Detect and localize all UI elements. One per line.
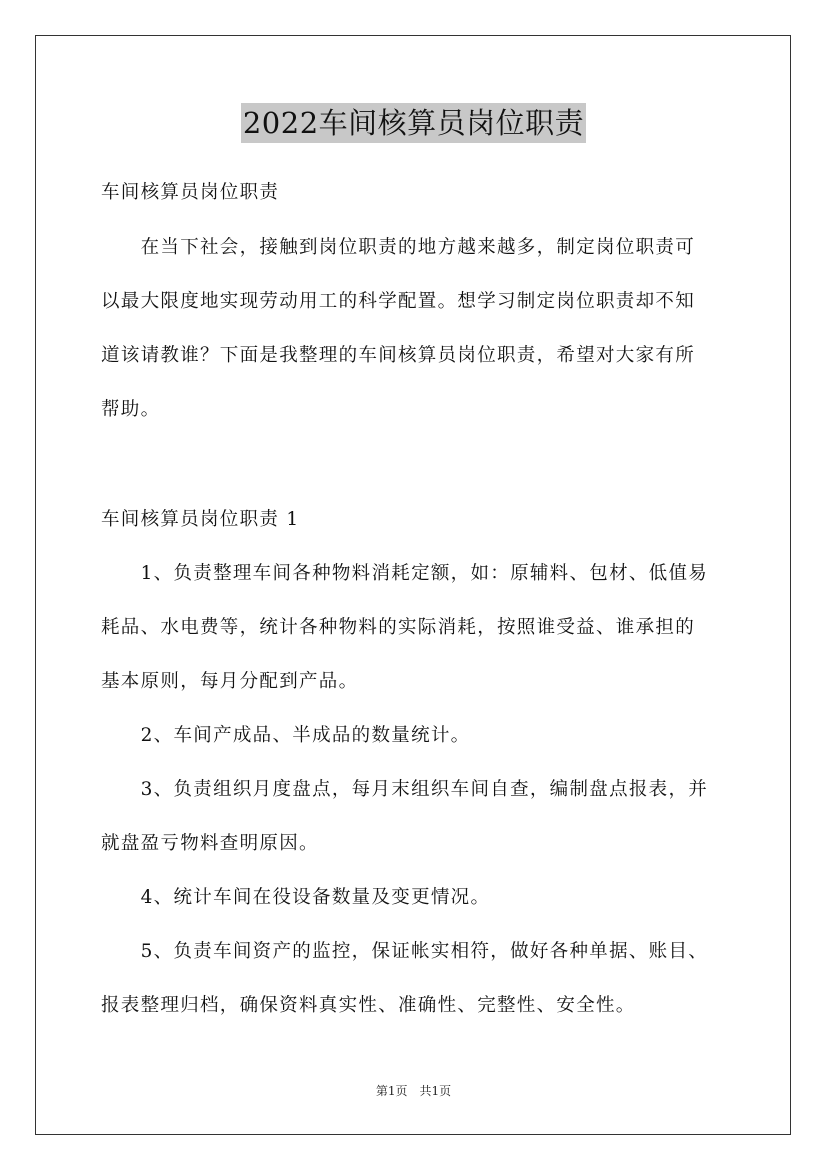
section-line: 就盘盈亏物料查明原因。 (101, 833, 319, 854)
section-line: 1、负责整理车间各种物料消耗定额，如：原辅料、包材、低值易 (101, 563, 709, 584)
intro-line: 在当下社会，接触到岗位职责的地方越来越多，制定岗位职责可 (101, 237, 696, 258)
document-title: 2022车间核算员岗位职责 (241, 103, 586, 143)
intro-line: 道该请教谁？下面是我整理的车间核算员岗位职责，希望对大家有所 (101, 345, 696, 366)
section-line: 基本原则，每月分配到产品。 (101, 671, 359, 692)
section-heading: 车间核算员岗位职责 1 (101, 509, 300, 530)
intro-line: 以最大限度地实现劳动用工的科学配置。想学习制定岗位职责却不知 (101, 291, 696, 312)
section-line: 耗品、水电费等，统计各种物料的实际消耗，按照谁受益、谁承担的 (101, 617, 696, 638)
section-line: 5、负责车间资产的监控，保证帐实相符，做好各种单据、账目、 (101, 941, 709, 962)
section-line: 4、统计车间在役设备数量及变更情况。 (101, 887, 491, 908)
document-subtitle: 车间核算员岗位职责 (101, 182, 280, 203)
page-footer: 第1页 共1页 (375, 1084, 452, 1098)
section-line: 3、负责组织月度盘点，每月末组织车间自查，编制盘点报表，并 (101, 779, 709, 800)
intro-line: 帮助。 (101, 399, 161, 420)
title-container (0, 103, 827, 143)
section-line: 报表整理归档，确保资料真实性、准确性、完整性、安全性。 (101, 995, 636, 1016)
section-line: 2、车间产成品、半成品的数量统计。 (101, 725, 471, 746)
